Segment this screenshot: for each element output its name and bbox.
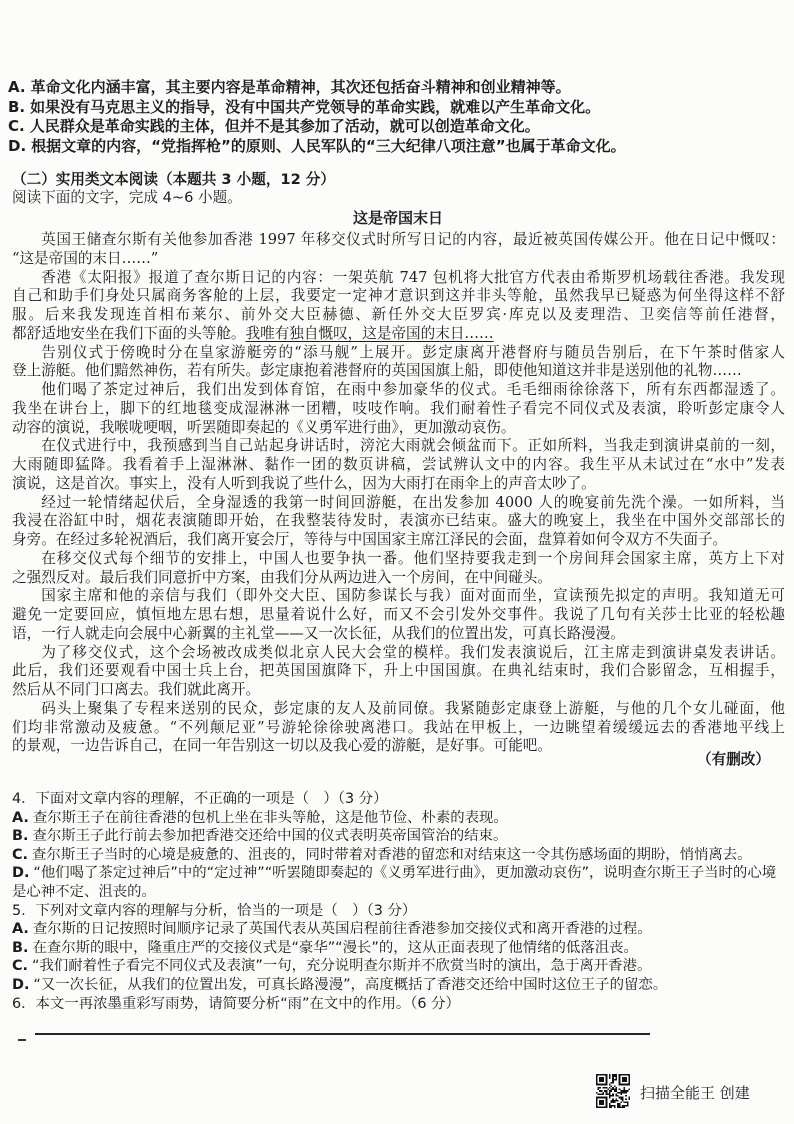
qr-module — [609, 1105, 611, 1107]
option-text: 查尔斯王子此行前去参加把香港交还给中国的仪式表明英帝国管治的结束。 — [32, 828, 508, 845]
qr-module — [612, 1082, 614, 1084]
qr-module — [602, 1093, 604, 1095]
qr-module — [617, 1105, 619, 1107]
qr-module — [620, 1106, 622, 1108]
qr-module — [612, 1095, 614, 1097]
qr-module — [628, 1097, 630, 1099]
qr-module — [615, 1098, 617, 1100]
article-paragraph — [12, 344, 785, 382]
qr-module — [627, 1105, 629, 1107]
article-line: 身旁。在经过多轮祝酒后，我们离开宴会厅，等待与中国国家主席江泽民的会面，盘算着如何令双方不失面子。 — [12, 531, 728, 548]
qr-module — [609, 1087, 611, 1089]
qr-module — [625, 1102, 627, 1104]
qr-module — [611, 1090, 613, 1092]
qr-module — [598, 1093, 600, 1095]
question-5-stem: 5．下列对文章内容的理解与分析，恰当的一项是（ ）（3 分） — [12, 902, 417, 919]
qr-module — [611, 1089, 613, 1091]
qr-module — [619, 1105, 621, 1107]
question-5-option-a — [12, 920, 786, 939]
option-text: 在查尔斯的眼中，隆重庄严的交接仪式是“豪华”“漫长”的，这从正面表现了他情绪的低落沮丧。 — [32, 939, 638, 956]
article-line: 大雨随即猛降。我看着手上湿淋淋、黏作一团的数页讲稿，尝试辨认文中的内容。我生平从未试过在“水中”发表 — [12, 456, 785, 473]
qr-module — [612, 1077, 614, 1079]
option-label: C. — [8, 117, 25, 135]
option-text: 根据文章的内容，“党指挥枪”的原则、人民军队的“三大纪律八项注意”也属于革命文化。 — [31, 136, 626, 155]
question-5-option-c — [12, 957, 786, 976]
qr-module — [620, 1098, 622, 1100]
questions-section — [12, 790, 786, 1035]
qr-module — [614, 1090, 616, 1092]
qr-module — [622, 1098, 624, 1100]
article-title: 这是帝国末日 — [352, 209, 443, 227]
qr-module — [611, 1082, 613, 1084]
question-4-option-d — [12, 864, 786, 901]
qr-module — [619, 1106, 621, 1108]
qr-module — [606, 1087, 608, 1089]
qr-module — [612, 1089, 614, 1091]
qr-module — [620, 1097, 622, 1099]
qr-module — [609, 1074, 611, 1076]
qr-module — [611, 1105, 613, 1107]
qr-module — [611, 1106, 613, 1108]
qr-module — [607, 1089, 609, 1091]
qr-module — [614, 1102, 616, 1104]
article-line: 登上游艇。他们黯然神伤，若有所失。彭定康抱着港督府的英国国旗上船，即使他知道这并非是送别他的礼物…… — [12, 362, 742, 380]
question-6-stem: 6．本文一再浓墨重彩写雨势，请简要分析“雨”在文中的作用。（6 分） — [12, 995, 460, 1012]
qr-module — [602, 1092, 604, 1094]
article-text: 都舒适地安坐在我们下面的头等舱。 — [12, 324, 246, 342]
qr-module — [620, 1092, 622, 1094]
article-paragraph — [12, 494, 785, 550]
qr-module — [596, 1092, 598, 1094]
article-paragraph — [12, 381, 785, 437]
qr-module — [615, 1087, 617, 1089]
article-line: 英国王储查尔斯有关他参加香港 1997 年移交仪式时所写日记的内容，最近被英国传媒公开。他在日记中慨叹： — [41, 231, 785, 248]
qr-module — [609, 1092, 611, 1094]
qr-module — [620, 1090, 622, 1092]
qr-module — [609, 1077, 611, 1079]
qr-module — [612, 1087, 614, 1089]
article-line: “这是帝国的末日……” — [12, 249, 159, 267]
article-source-note: （有删改） — [697, 751, 770, 768]
qr-module — [611, 1085, 613, 1087]
option-text: 革命文化内涵丰富，其主要内容是革命精神，其次还包括奋斗精神和创业精神等。 — [30, 78, 571, 96]
article-line: 告别仪式于傍晚时分在皇家游艇旁的“添马舰”上展开。彭定康离开港督府与随员告别后，在下午茶时偕家人 — [41, 343, 785, 361]
qr-module — [622, 1105, 624, 1107]
prev-option-c — [8, 117, 788, 137]
qr-module — [606, 1093, 608, 1095]
question-4-stem: 4．下面对文章内容的理解，不正确的一项是（ ）（3 分） — [12, 791, 388, 807]
article-line: 为了移交仪式，这个会场被改成类似北京人民大会堂的模样。我们发表演说后，江主席走到演讲桌发表讲话。 — [41, 643, 785, 661]
qr-module — [615, 1089, 617, 1091]
article-line: 语，一行人就走向会展中心新翼的主礼堂——又一次长征，从我们的位置出发，可真长路漫漫。 — [12, 624, 625, 642]
qr-module — [604, 1090, 606, 1092]
qr-module — [619, 1089, 621, 1091]
qr-finder-pattern — [599, 1100, 604, 1105]
qr-module — [615, 1100, 617, 1102]
question-5-option-b — [12, 939, 786, 958]
option-label: D. — [8, 136, 27, 155]
qr-module — [612, 1079, 614, 1081]
qr-module — [627, 1103, 629, 1105]
qr-module — [609, 1095, 611, 1097]
qr-module — [628, 1098, 630, 1100]
qr-code — [596, 1074, 630, 1108]
qr-module — [598, 1089, 600, 1091]
section-heading: （二）实用类文本阅读（本题共 3 小题，12 分） — [12, 171, 335, 188]
qr-module — [612, 1100, 614, 1102]
qr-module — [622, 1090, 624, 1092]
article-paragraph — [12, 269, 785, 344]
option-label: B. — [12, 939, 29, 956]
answer-line-dash — [18, 1039, 26, 1041]
article-line: 在移交仪式每个细节的安排上，中国人也要争执一番。他们坚持要我走到一个房间拜会国家主席，英方上下对 — [41, 549, 785, 567]
qr-module — [624, 1105, 626, 1107]
article-paragraph — [12, 437, 785, 493]
qr-module — [617, 1106, 619, 1108]
qr-finder-pattern — [622, 1077, 627, 1082]
qr-module — [624, 1102, 626, 1104]
qr-module — [615, 1079, 617, 1081]
qr-module — [598, 1087, 600, 1089]
qr-module — [599, 1093, 601, 1095]
qr-module — [624, 1106, 626, 1108]
article-paragraph — [12, 700, 785, 756]
qr-module — [624, 1087, 626, 1089]
article-line: 动容的演说，我喉咙哽咽，听罢随即奏起的《义勇军进行曲》，更加激动哀伤。 — [12, 418, 516, 436]
qr-module — [609, 1090, 611, 1092]
qr-module — [620, 1093, 622, 1095]
option-text: 查尔斯王子在前往香港的包机上坐在非头等舱，这是他节俭、朴素的表现。 — [32, 809, 508, 826]
article-line: 香港《太阳报》报道了查尔斯日记的内容：一架英航 747 包机将大批官方代表由希斯罗机场载往香港。我发现 — [41, 268, 785, 286]
article-line: 经过一轮情绪起伏后，全身湿透的我第一时间回游艇，在出发参加 4000 人的晚宴前先洗个澡。一如所料，当 — [41, 493, 785, 511]
option-text: “又一次长征，从我们的位置出发，可真长路漫漫”，高度概括了香港交还给中国时这位王子的留恋。 — [33, 976, 668, 993]
qr-module — [609, 1084, 611, 1086]
option-label: D. — [12, 865, 30, 882]
option-text: “我们耐着性子看完不同仪式及表演”一句，充分说明查尔斯并不欣赏当时的演出，急于离开香港。 — [32, 958, 652, 975]
option-label: A. — [12, 921, 29, 938]
reading-instruction: 阅读下面的文字，完成 4~6 小题。 — [12, 189, 242, 206]
option-text: 查尔斯的日记按照时间顺序记录了英国代表从英国启程前往香港参加交接仪式和离开香港的过程。 — [32, 921, 652, 938]
qr-module — [615, 1095, 617, 1097]
qr-module — [614, 1085, 616, 1087]
option-text: 如果没有马克思主义的指导，没有中国共产党领导的革命实践，就难以产生革命文化。 — [30, 97, 601, 116]
qr-module — [612, 1074, 614, 1076]
qr-module — [599, 1090, 601, 1092]
article-paragraph — [12, 231, 785, 269]
qr-module — [627, 1090, 629, 1092]
previous-question-options — [8, 78, 788, 156]
question-5-option-d — [12, 976, 786, 995]
option-label: B. — [8, 97, 26, 116]
qr-module — [599, 1087, 601, 1089]
article-line: 国家主席和他的亲信与我们（即外交大臣、国防参谋长与我）面对面而坐，宣读预先拟定的声明。我知道无可 — [41, 587, 785, 605]
qr-module — [614, 1079, 616, 1081]
article-line — [12, 325, 785, 344]
article-line: 服。后来我发现连首相布莱尔、前外交大臣赫德、新任外交大臣罗宾·库克以及麦理浩、卫奕信等前任港督， — [12, 306, 785, 323]
qr-module — [617, 1100, 619, 1102]
qr-module — [606, 1090, 608, 1092]
article-paragraph — [12, 587, 785, 643]
article-paragraph — [12, 644, 785, 700]
article-line: 之强烈反对。最后我们同意折中方案，由我们分从两边进入一个房间，在中间碰头。 — [12, 568, 552, 586]
qr-module — [628, 1089, 630, 1091]
article-line: 他们喝了茶定过神后，我们出发到体育馆，在雨中参加豪华的仪式。毛毛细雨徐徐落下，所有东西都湿透了。 — [41, 381, 785, 398]
qr-module — [614, 1074, 616, 1076]
qr-module — [614, 1106, 616, 1108]
option-label: C. — [12, 846, 29, 863]
option-label: B. — [12, 828, 29, 845]
question-4-option-a — [12, 809, 786, 828]
qr-module — [624, 1089, 626, 1091]
prev-option-a — [8, 78, 788, 98]
qr-module — [606, 1092, 608, 1094]
article-line: 我坐在讲台上，脚下的红地毯变成湿淋淋一团糟，吱吱作响。我们耐着性子看完不同仪式及表演，聆听彭定康令人 — [12, 399, 785, 417]
qr-module — [609, 1076, 611, 1078]
article-line: 在仪式进行中，我预感到当自己站起身讲话时，滂沱大雨就会倾盆而下。正如所料，当我走到演讲桌前的一刻， — [41, 437, 785, 455]
qr-module — [615, 1090, 617, 1092]
qr-module — [614, 1076, 616, 1078]
qr-module — [622, 1100, 624, 1102]
qr-module — [609, 1097, 611, 1099]
question-4-option-c — [12, 846, 786, 865]
qr-module — [614, 1105, 616, 1107]
qr-module — [615, 1077, 617, 1079]
qr-module — [622, 1106, 624, 1108]
qr-module — [625, 1095, 627, 1097]
qr-module — [612, 1098, 614, 1100]
qr-module — [601, 1093, 603, 1095]
qr-module — [622, 1097, 624, 1099]
option-label: A. — [12, 809, 29, 826]
qr-module — [624, 1090, 626, 1092]
qr-module — [612, 1080, 614, 1082]
article-line: 们均非常激动及疲惫。“不列颠尼亚”号游轮徐徐驶离港口。我站在甲板上，一边眺望着缓缓远去的香港地平线上 — [12, 718, 785, 736]
qr-module — [620, 1102, 622, 1104]
prev-option-d — [8, 137, 788, 157]
qr-module — [609, 1093, 611, 1095]
scanner-watermark: 扫描全能王 创建 — [640, 1084, 750, 1102]
underlined-sentence: 我唯有独自慨叹，这是帝国的末日…… — [245, 324, 494, 342]
qr-module — [612, 1102, 614, 1104]
qr-module — [625, 1105, 627, 1107]
qr-module — [611, 1102, 613, 1104]
qr-module — [607, 1093, 609, 1095]
prev-option-b — [8, 98, 788, 118]
article-line: 避免一定要回应，慎恒地左思右想，思量着说什么好，而又不会引发外交事件。我说了几句有关莎士比亚的轻松趣 — [12, 606, 785, 623]
option-label: C. — [12, 958, 29, 975]
qr-module — [614, 1089, 616, 1091]
option-text: “他们喝了茶定过神后”中的“定过神”“听罢随即奏起的《义勇军进行曲》，更加激动哀伤”，说明查尔斯王子当时的心境是心神不定、沮丧的。 — [12, 865, 777, 900]
qr-module — [615, 1093, 617, 1095]
article-line: 的景观，一边告诉自己，在同一年告别这一切以及我心爱的游艇，是好事。可能吧。 — [12, 737, 552, 755]
qr-module — [625, 1098, 627, 1100]
qr-module — [609, 1103, 611, 1105]
question-4-option-b — [12, 827, 786, 846]
qr-module — [617, 1095, 619, 1097]
option-text: 人民群众是革命实践的主体，但并不是其参加了活动，就可以创造革命文化。 — [29, 117, 540, 135]
qr-module — [625, 1092, 627, 1094]
qr-module — [615, 1076, 617, 1078]
qr-module — [617, 1092, 619, 1094]
qr-module — [604, 1087, 606, 1089]
qr-module — [619, 1103, 621, 1105]
qr-finder-pattern — [599, 1077, 604, 1082]
qr-module — [609, 1106, 611, 1108]
qr-module — [624, 1092, 626, 1094]
article-body — [12, 231, 785, 756]
qr-module — [627, 1102, 629, 1104]
qr-module — [625, 1090, 627, 1092]
option-label: A. — [8, 78, 26, 96]
qr-module — [611, 1100, 613, 1102]
qr-module — [601, 1090, 603, 1092]
qr-module — [612, 1105, 614, 1107]
article-line: 码头上聚集了专程来送别的民众，彭定康的友人及前同僚。我紧随彭定康登上游艇，与他的几个女儿碰面，他 — [41, 699, 785, 717]
article-paragraph — [12, 550, 785, 588]
qr-module — [619, 1092, 621, 1094]
qr-module — [615, 1074, 617, 1076]
answer-line — [35, 1033, 650, 1035]
qr-module — [614, 1100, 616, 1102]
qr-module — [611, 1095, 613, 1097]
option-text: 查尔斯王子当时的心境是疲惫的、沮丧的，同时带着对香港的留恋和对结束这一令其伤感场面的期盼，悄悄离去。 — [32, 846, 752, 863]
qr-module — [612, 1076, 614, 1078]
article-line: 自己和助手们身处只属商务客舱的上层，我要定一定神才意识到这并非头等舱，虽然我早已疑惑为何坐得这样不舒 — [12, 287, 785, 305]
qr-module — [617, 1103, 619, 1105]
article-line: 此后，我们还要观看中国士兵上台，把英国国旗降下，升上中国国旗。在典礼结束时，我们合影留念，互相握手， — [12, 662, 785, 680]
article-line: 演说，这是首次。事实上，没有人听到我说了些什么，因为大雨打在雨伞上的声音太吵了。 — [12, 474, 596, 492]
article-line: 然后从不同门口离去。我们就此离开。 — [12, 681, 261, 698]
article-line: 我浸在浴缸中时，烟花表演随即开始，在我整装待发时，表演亦已结束。盛大的晚宴上，我坐在中国外交部部长的 — [12, 512, 785, 530]
qr-module — [602, 1087, 604, 1089]
qr-module — [612, 1093, 614, 1095]
qr-module — [619, 1097, 621, 1099]
option-label: D. — [12, 976, 30, 993]
qr-module — [622, 1092, 624, 1094]
